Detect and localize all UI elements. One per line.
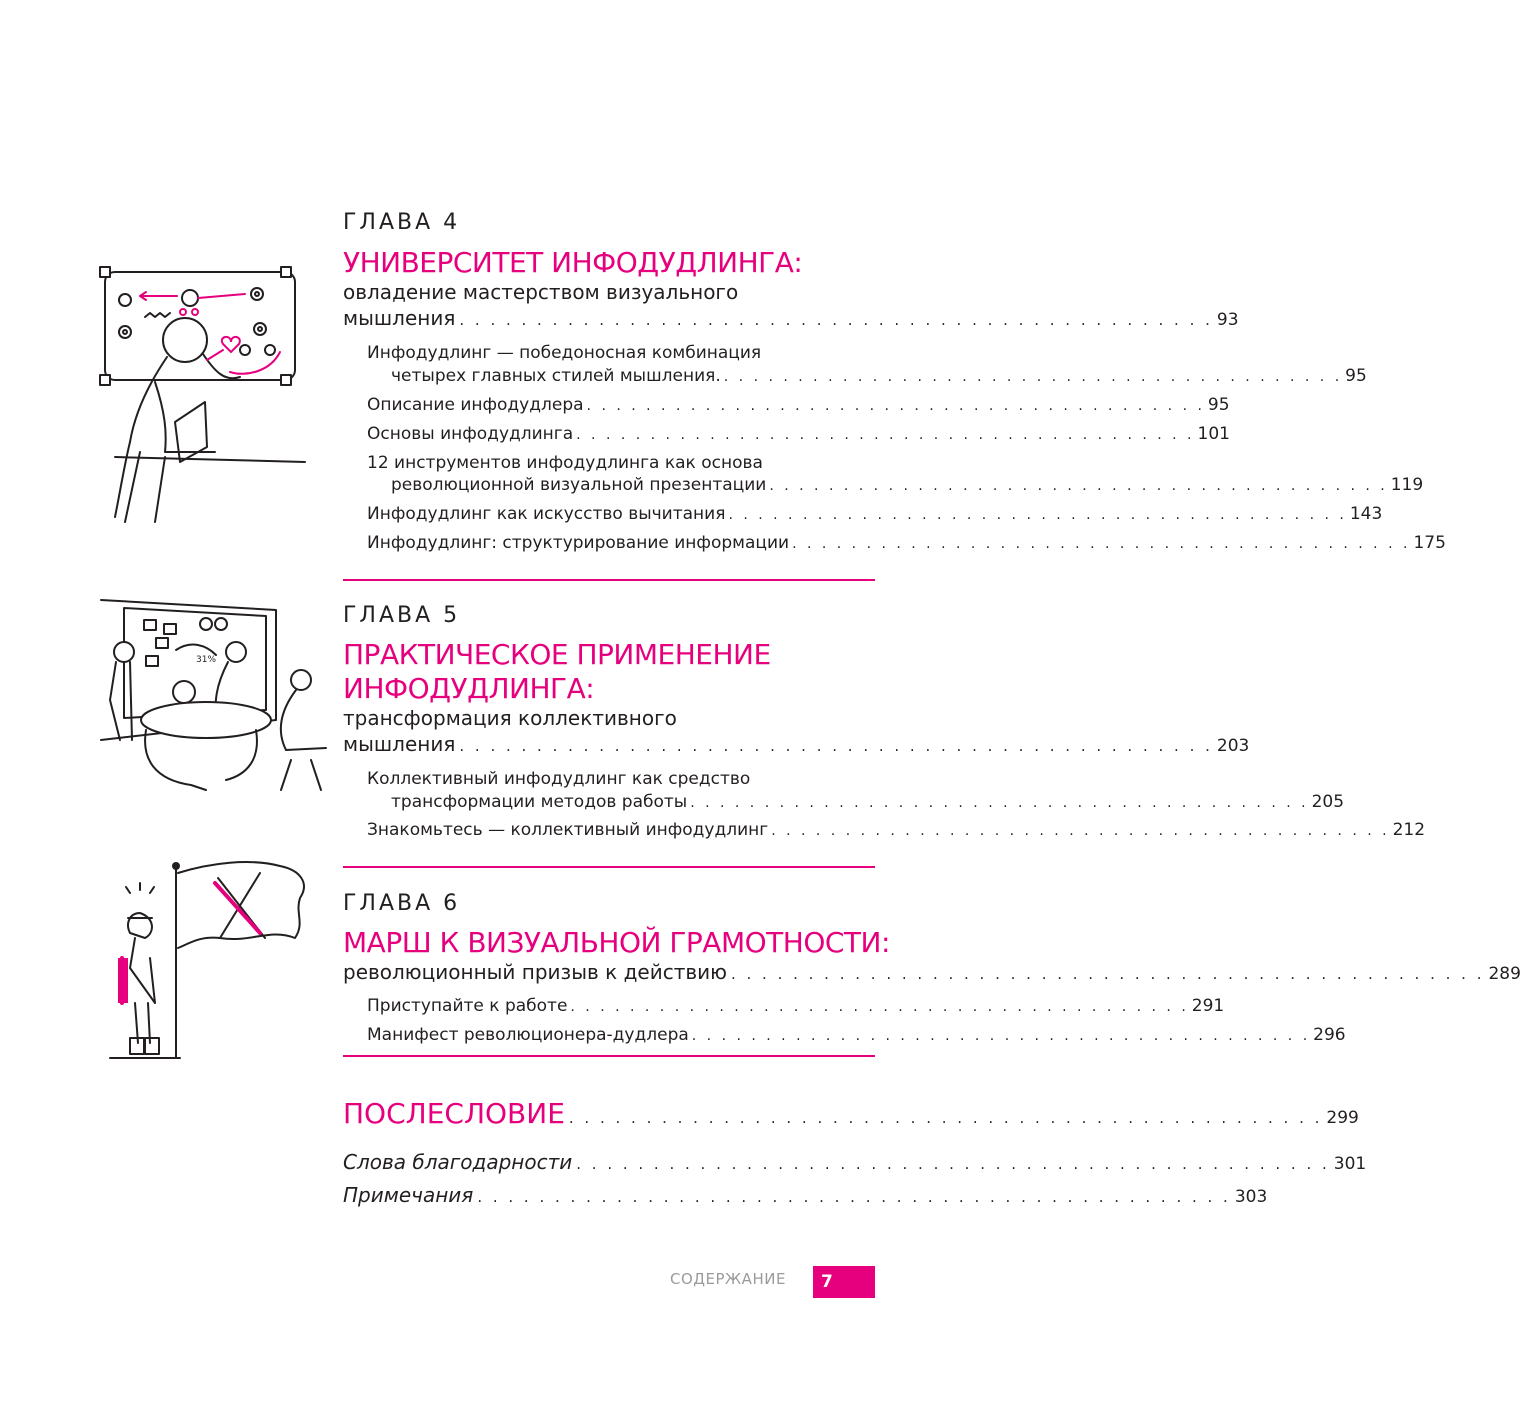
dot-leader: . . . . . . . . . . . . . . . . . . . . . . . . . . . . . . . . . . . . . . . . . .	[728, 507, 1347, 523]
dot-leader: . . . . . . . . . . . . . . . . . . . . . . . . . . . . . . . . . . . . . . . . . . . . . . . . .	[730, 965, 1485, 983]
page-number: 143	[1349, 504, 1383, 524]
whiteboard-doodler-illustration	[95, 262, 310, 522]
entry-title: Приступайте к работе	[367, 996, 568, 1016]
page-number: 289	[1488, 964, 1521, 984]
dot-leader: . . . . . . . . . . . . . . . . . . . . . . . . . . . . . . . . . . . . . . . . . .	[792, 536, 1411, 552]
notes-title: Примечания	[343, 1183, 474, 1207]
dot-leader: . . . . . . . . . . . . . . . . . . . . . . . . . . . . . . . . . . . . . . . . . .	[771, 823, 1390, 839]
page-number: 101	[1197, 424, 1230, 444]
toc-entry[interactable]	[367, 1025, 1346, 1045]
chapter-4-title[interactable]: УНИВЕРСИТЕТ ИНФОДУДЛИНГА:	[343, 246, 803, 279]
entry-title: Описание инфодудлера	[367, 395, 584, 415]
toc-entry[interactable]	[391, 792, 1345, 812]
chapter-6-subtitle: революционный призыв к действию	[343, 960, 727, 984]
toc-entry[interactable]	[367, 395, 1230, 415]
page-number: 95	[1345, 366, 1367, 386]
chapter-divider	[343, 1055, 875, 1057]
footer-section-label: СОДЕРЖАНИЕ	[670, 1270, 786, 1288]
afterword-title: ПОСЛЕСЛОВИЕ	[343, 1097, 565, 1130]
toc-entry[interactable]	[367, 533, 1446, 553]
svg-text:31%: 31%	[196, 655, 217, 665]
dot-leader: . . . . . . . . . . . . . . . . . . . . . . . . . . . . . . . . . . . . . . . . . .	[570, 999, 1189, 1015]
dot-leader: . . . . . . . . . . . . . . . . . . . . . . . . . . . . . . . . . . . . . . . . . . . . . . . . .	[459, 737, 1213, 755]
page-number: 212	[1392, 820, 1426, 840]
chapter-5-title-line2[interactable]: ИНФОДУДЛИНГА:	[343, 672, 595, 705]
chapter-6-label: ГЛАВА 6	[343, 891, 461, 916]
page-number: 95	[1207, 395, 1230, 415]
entry-line1[interactable]: Коллективный инфодудлинг как средство	[367, 769, 751, 789]
chapter-divider	[343, 579, 875, 581]
toc-entry[interactable]	[391, 475, 1424, 495]
chapter-5-label: ГЛАВА 5	[343, 603, 461, 628]
entry-line1[interactable]: Инфодудлинг — победоносная комбинация	[367, 343, 762, 363]
page-number: 299	[1326, 1108, 1359, 1128]
footer-page-number: 7	[813, 1266, 875, 1298]
entry-title: Инфодудлинг: структурирование информации	[367, 533, 790, 553]
chapter-6-toc-row[interactable]	[343, 960, 1521, 984]
page-number: 291	[1191, 996, 1225, 1016]
afterword-toc-row[interactable]	[343, 1097, 1359, 1130]
entry-line1[interactable]: 12 инструментов инфодудлинга как основа	[367, 453, 763, 473]
page-number: 205	[1311, 792, 1345, 812]
page-number: 301	[1333, 1154, 1367, 1174]
chapter-4-toc-row[interactable]	[343, 306, 1239, 330]
chapter-6-title[interactable]: МАРШ К ВИЗУАЛЬНОЙ ГРАМОТНОСТИ:	[343, 926, 890, 959]
dot-leader: . . . . . . . . . . . . . . . . . . . . . . . . . . . . . . . . . . . . . . . . . . . . . . . . .	[576, 1155, 1330, 1173]
flag-pencil-illustration	[100, 858, 315, 1063]
acknowledgements-toc-row[interactable]	[343, 1150, 1367, 1174]
toc-entry[interactable]	[367, 424, 1230, 444]
chapter-5-subtitle-end: мышления	[343, 732, 456, 756]
entry-line2: трансформации методов работы	[391, 792, 688, 812]
page-number: 93	[1216, 310, 1239, 330]
dot-leader: . . . . . . . . . . . . . . . . . . . . . . . . . . . . . . . . . . . . . . . . . .	[769, 478, 1388, 494]
chapter-4-label: ГЛАВА 4	[343, 210, 461, 235]
acknowledgements-title: Слова благодарности	[343, 1150, 573, 1174]
entry-title: Манифест революционера-дудлера	[367, 1025, 689, 1045]
toc-entry[interactable]	[367, 820, 1426, 840]
chapter-4-subtitle-end: мышления	[343, 306, 456, 330]
entry-title: Инфодудлинг как искусство вычитания	[367, 504, 726, 524]
entry-title: Знакомьтесь — коллективный инфодудлинг	[367, 820, 769, 840]
toc-entry[interactable]	[367, 504, 1383, 524]
chapter-5-subtitle: трансформация коллективного	[343, 706, 677, 730]
entry-line2: четырех главных стилей мышления.	[391, 366, 721, 386]
page-number: 119	[1390, 475, 1424, 495]
chapter-divider	[343, 866, 875, 868]
toc-entry[interactable]	[391, 366, 1367, 386]
dot-leader: . . . . . . . . . . . . . . . . . . . . . . . . . . . . . . . . . . . . . . . . . .	[691, 1028, 1311, 1044]
chapter-5-title-line1[interactable]: ПРАКТИЧЕСКОЕ ПРИМЕНЕНИЕ	[343, 638, 771, 671]
dot-leader: . . . . . . . . . . . . . . . . . . . . . . . . . . . . . . . . . . . . . . . . . .	[576, 427, 1195, 443]
dot-leader: . . . . . . . . . . . . . . . . . . . . . . . . . . . . . . . . . . . . . . . . . . . . . . . . .	[477, 1188, 1231, 1206]
dot-leader: . . . . . . . . . . . . . . . . . . . . . . . . . . . . . . . . . . . . . . . . . . . . . . . . .	[568, 1109, 1323, 1127]
page-number: 175	[1413, 533, 1446, 553]
page-number: 303	[1234, 1187, 1268, 1207]
toc-entry[interactable]	[367, 996, 1225, 1016]
dot-leader: . . . . . . . . . . . . . . . . . . . . . . . . . . . . . . . . . . . . . . . . . .	[586, 398, 1205, 414]
entry-line2: революционной визуальной презентации	[391, 475, 767, 495]
dot-leader: . . . . . . . . . . . . . . . . . . . . . . . . . . . . . . . . . . . . . . . . . .	[690, 795, 1309, 811]
team-meeting-illustration	[96, 590, 328, 795]
entry-title: Основы инфодудлинга	[367, 424, 574, 444]
notes-toc-row[interactable]	[343, 1183, 1268, 1207]
dot-leader: . . . . . . . . . . . . . . . . . . . . . . . . . . . . . . . . . . . . . . . . . .	[723, 369, 1343, 385]
page-number: 296	[1313, 1025, 1346, 1045]
dot-leader: . . . . . . . . . . . . . . . . . . . . . . . . . . . . . . . . . . . . . . . . . . . . . . . . .	[459, 311, 1213, 329]
page-number: 203	[1216, 736, 1250, 756]
chapter-5-toc-row[interactable]	[343, 732, 1250, 756]
chapter-4-subtitle: овладение мастерством визуального	[343, 280, 739, 304]
